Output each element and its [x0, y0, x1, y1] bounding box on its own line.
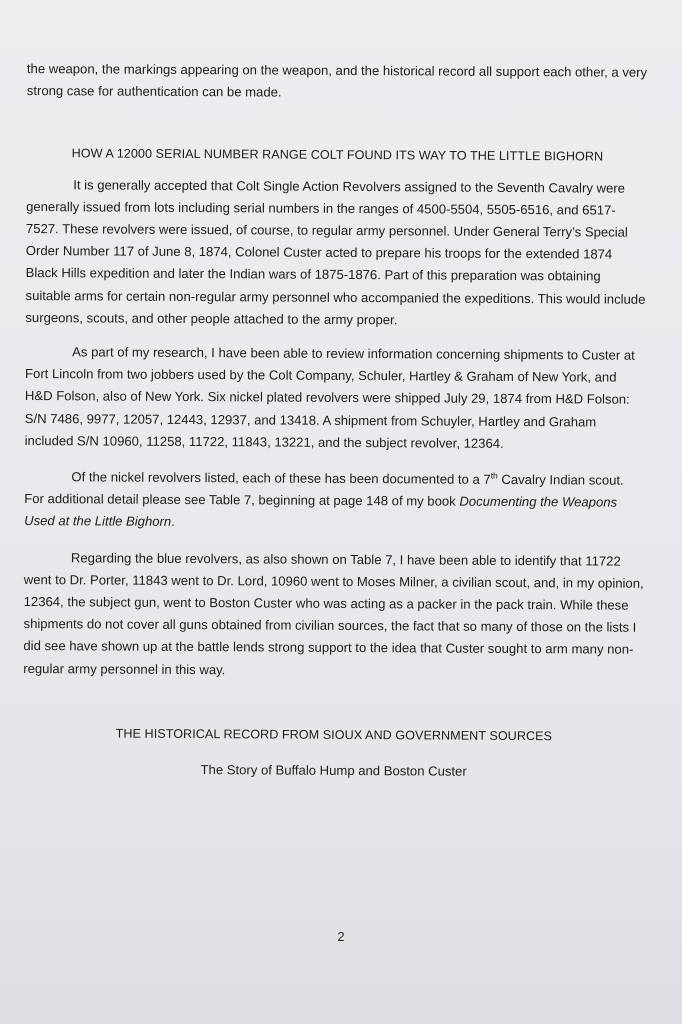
- page-content: [23, 58, 649, 784]
- nickel-text-part-1: Of the nickel revolvers listed, each of these has been documented to a 7: [71, 469, 491, 487]
- section-heading-historical-record: THE HISTORICAL RECORD FROM SIOUX AND GOVERNMENT SOURCES: [115, 726, 553, 744]
- book-title: Documenting the Weapons Used at the Little Bighorn: [24, 493, 618, 530]
- paragraph-shipments: As part of my research, I have been able to review information concerning shipments to Custer at Fort Lincoln from two jobbers used by the Colt Company, Schuler, Hartley & Graham of New York, and H&D Folson, also of New York. Six nickel plated revolvers were shipped July 29, 1874 from H&D Folson: S/N 7486, 9977, 12057, 12443, 12937, and 13418. A shipment from Schuyler, Hartley and Graham included S/N 10960, 11258, 11722, 11843, 13221, and the subject revolver, 12364.: [24, 344, 635, 451]
- continuation-paragraph: the weapon, the markings appearing on the weapon, and the historical record all support each other, a very strong case for authentication can be made.: [26, 60, 648, 100]
- ordinal-superscript: th: [490, 470, 498, 481]
- page-number: 2: [337, 929, 345, 944]
- nickel-text-part-3: .: [171, 514, 175, 530]
- paragraph-colt-revolvers: It is generally accepted that Colt Single Action Revolvers assigned to the Seventh Cavalry were generally issued from lots including serial numbers in the ranges of 4500-5504, 5505-6516, and 6517-7527. These revolvers were issued, of course, to regular army personnel. Under General Terry’s Special Order Number 117 of June 8, 1874, Colonel Custer acted to prepare his troops for the extended 1874 Black Hills expedition and later the Indian wars of 1875-1876. Part of this preparation was obtaining suitable arms for certain non-regular army personnel who accompanied the expeditions. This would include surgeons, scouts, and other people attached to the army proper.: [25, 176, 646, 328]
- section-heading-serial-number: HOW A 12000 SERIAL NUMBER RANGE COLT FOUND ITS WAY TO THE LITTLE BIGHORN: [71, 146, 604, 164]
- paragraph-blue-revolvers: Regarding the blue revolvers, as also shown on Table 7, I have been able to identify that 11722 went to Dr. Porter, 11843 went to Dr. Lord, 10960 went to Moses Milner, a civilian scout, and, in my opinion, 12364, the subject gun, went to Boston Custer who was acting as a packer in the pack train. While these shipments do not cover all guns obtained from civilian sources, the fact that so many of those on the lists I did see have shown up at the battle lends strong support to the idea that Custer sought to arm many non-regular army personnel in this way.: [23, 549, 644, 677]
- nickel-text-part-2: Cavalry Indian scout. For additional detail please see Table 7, beginning at page 148 of my book: [24, 471, 624, 509]
- section-subheading: The Story of Buffalo Hump and Boston Custer: [200, 762, 467, 779]
- paragraph-nickel-revolvers: [24, 466, 646, 536]
